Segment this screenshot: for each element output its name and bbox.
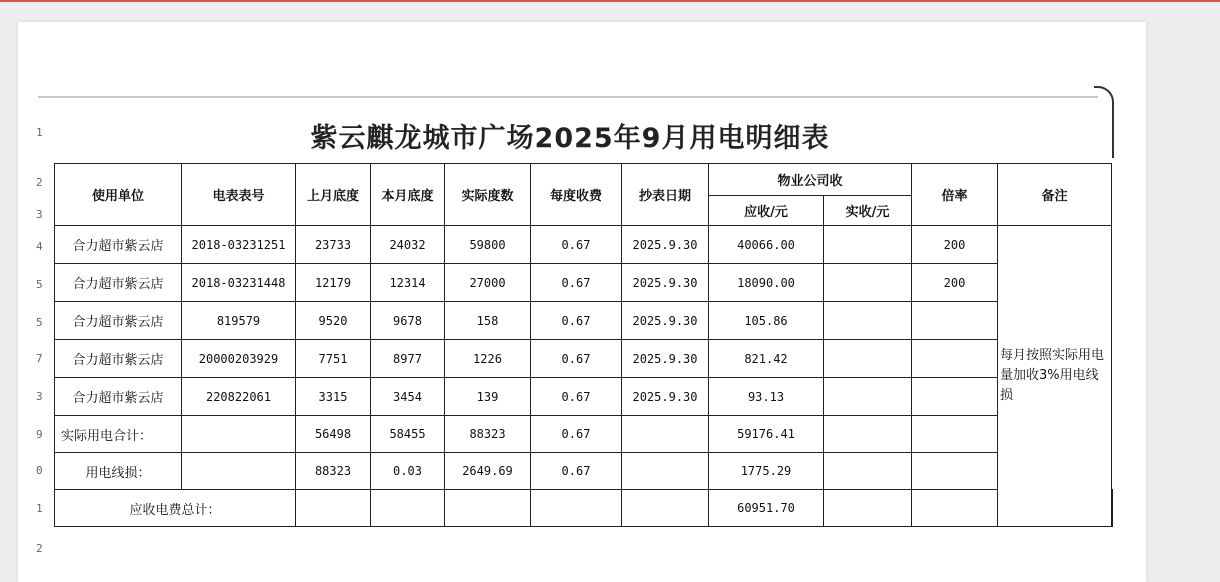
cell-unit: 合力超市紫云店 [55, 264, 182, 302]
cell-empty [1112, 490, 1113, 527]
header-unit: 使用单位 [55, 164, 182, 226]
loss-price: 0.67 [531, 453, 622, 490]
cell-usage: 59800 [445, 226, 531, 264]
cell-empty [912, 416, 998, 453]
cell-empty [371, 490, 445, 527]
cell-usage: 158 [445, 302, 531, 340]
header-unit-price: 每度收费 [531, 164, 622, 226]
cell-receivable: 18090.00 [709, 264, 824, 302]
row-number: 3 [36, 208, 43, 221]
cell-date: 2025.9.30 [622, 226, 709, 264]
grand-total-receivable: 60951.70 [709, 490, 824, 527]
cell-empty [622, 453, 709, 490]
electricity-table [54, 163, 1113, 527]
cell-empty [531, 490, 622, 527]
total-price: 0.67 [531, 416, 622, 453]
cell-last: 23733 [296, 226, 371, 264]
cell-received [824, 378, 912, 416]
grand-total-row [55, 490, 1113, 527]
cell-price: 0.67 [531, 302, 622, 340]
top-accent-strip [0, 0, 1220, 2]
header-read-date: 抄表日期 [622, 164, 709, 226]
row-number: 1 [36, 502, 43, 515]
cell-last: 12179 [296, 264, 371, 302]
cell-multiplier: 200 [912, 226, 998, 264]
loss-label: 用电线损： [55, 453, 182, 490]
cell-meter-no: 220822061 [182, 378, 296, 416]
cell-received [824, 302, 912, 340]
header-last-reading: 上月底度 [296, 164, 371, 226]
header-this-reading: 本月底度 [371, 164, 445, 226]
cell-empty [622, 416, 709, 453]
table-row [55, 226, 1113, 264]
cell-usage: 139 [445, 378, 531, 416]
cell-usage: 27000 [445, 264, 531, 302]
cell-date: 2025.9.30 [622, 378, 709, 416]
cell-receivable: 821.42 [709, 340, 824, 378]
cell-usage: 1226 [445, 340, 531, 378]
cell-received [824, 340, 912, 378]
row-number: 9 [36, 428, 43, 441]
total-receivable: 59176.41 [709, 416, 824, 453]
remark-note: 每月按照实际用电量加收3%用电线损 [998, 226, 1112, 527]
cell-empty [824, 490, 912, 527]
cell-this: 24032 [371, 226, 445, 264]
document-title: 紫云麒龙城市广场2025年9月用电明细表 [310, 123, 830, 154]
cell-empty [182, 453, 296, 490]
row-number: 5 [36, 316, 43, 329]
cell-this: 12314 [371, 264, 445, 302]
cell-date: 2025.9.30 [622, 302, 709, 340]
cell-unit: 合力超市紫云店 [55, 226, 182, 264]
cell-empty [912, 490, 998, 527]
loss-last: 88323 [296, 453, 371, 490]
cell-multiplier [912, 302, 998, 340]
cell-date: 2025.9.30 [622, 264, 709, 302]
loss-receivable: 1775.29 [709, 453, 824, 490]
cell-price: 0.67 [531, 340, 622, 378]
total-usage: 88323 [445, 416, 531, 453]
table-row [55, 264, 1113, 302]
cell-received [824, 226, 912, 264]
cell-received [824, 264, 912, 302]
cell-multiplier [912, 378, 998, 416]
cell-this: 3454 [371, 378, 445, 416]
header-receivable: 应收/元 [709, 196, 824, 226]
cell-multiplier: 200 [912, 264, 998, 302]
cell-last: 9520 [296, 302, 371, 340]
cell-unit: 合力超市紫云店 [55, 302, 182, 340]
total-this: 58455 [371, 416, 445, 453]
cell-empty [824, 453, 912, 490]
header-actual-usage: 实际度数 [445, 164, 531, 226]
table-row [55, 302, 1113, 340]
cell-meter-no: 2018-03231251 [182, 226, 296, 264]
cell-multiplier [912, 340, 998, 378]
loss-row [55, 453, 1113, 490]
cell-date: 2025.9.30 [622, 340, 709, 378]
cell-empty [182, 416, 296, 453]
loss-this: 0.03 [371, 453, 445, 490]
header-received: 实收/元 [824, 196, 912, 226]
scan-artifact-line [38, 96, 1098, 98]
row-number: 3 [36, 390, 43, 403]
cell-price: 0.67 [531, 264, 622, 302]
cell-last: 3315 [296, 378, 371, 416]
loss-usage: 2649.69 [445, 453, 531, 490]
row-number: 5 [36, 278, 43, 291]
row-number: 1 [36, 126, 43, 139]
cell-meter-no: 819579 [182, 302, 296, 340]
scan-artifact-corner [1094, 86, 1114, 158]
cell-price: 0.67 [531, 226, 622, 264]
total-last: 56498 [296, 416, 371, 453]
header-property-group: 物业公司收 [709, 164, 912, 196]
cell-receivable: 93.13 [709, 378, 824, 416]
row-number: 0 [36, 464, 43, 477]
cell-last: 7751 [296, 340, 371, 378]
cell-empty [824, 416, 912, 453]
header-remark: 备注 [998, 164, 1112, 226]
grand-total-label: 应收电费总计： [55, 490, 296, 527]
cell-empty [912, 453, 998, 490]
cell-empty [445, 490, 531, 527]
row-number: 4 [36, 240, 43, 253]
header-meter-no: 电表表号 [182, 164, 296, 226]
row-number: 2 [36, 542, 43, 555]
cell-meter-no: 2018-03231448 [182, 264, 296, 302]
cell-unit: 合力超市紫云店 [55, 378, 182, 416]
table-row [55, 340, 1113, 378]
row-number: 2 [36, 176, 43, 189]
total-row [55, 416, 1113, 453]
cell-price: 0.67 [531, 378, 622, 416]
cell-unit: 合力超市紫云店 [55, 340, 182, 378]
header-multiplier: 倍率 [912, 164, 998, 226]
cell-receivable: 105.86 [709, 302, 824, 340]
cell-receivable: 40066.00 [709, 226, 824, 264]
row-number: 7 [36, 352, 43, 365]
total-label: 实际用电合计： [55, 416, 182, 453]
cell-this: 9678 [371, 302, 445, 340]
cell-empty [296, 490, 371, 527]
table-row [55, 378, 1113, 416]
cell-empty [622, 490, 709, 527]
cell-meter-no: 20000203929 [182, 340, 296, 378]
cell-this: 8977 [371, 340, 445, 378]
